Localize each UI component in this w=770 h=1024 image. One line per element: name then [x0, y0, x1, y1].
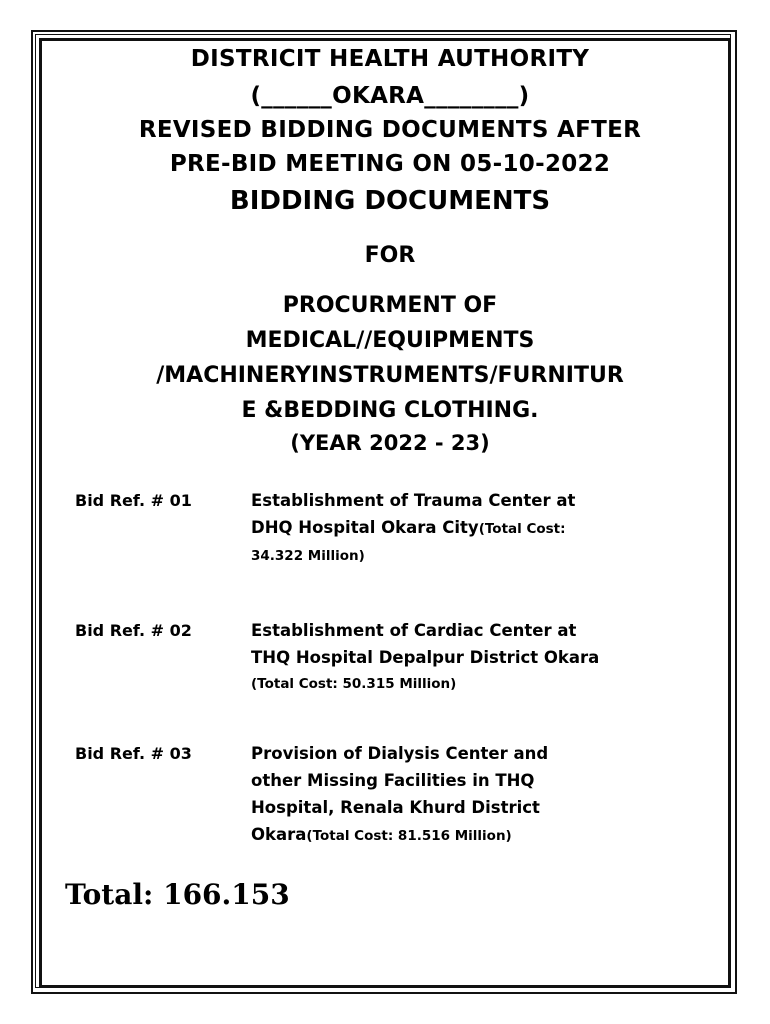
bid-location: THQ Hospital Depalpur District Okara: [251, 648, 600, 667]
procurement-line-2: MEDICAL//EQUIPMENTS: [245, 328, 535, 353]
procurement-line-1: PROCURMENT OF: [282, 293, 498, 318]
district-name: (______OKARA________): [250, 83, 530, 109]
bid-location: DHQ Hospital Okara City: [251, 518, 479, 537]
bid-cost: (Total Cost: 50.315 Million): [251, 676, 457, 692]
bid-description: [251, 487, 691, 570]
bid-description: [251, 617, 691, 698]
bid-cost: (Total Cost: 81.516 Million): [306, 828, 512, 844]
bid-description: [251, 740, 691, 850]
revised-notice: REVISED BIDDING DOCUMENTS AFTER: [138, 117, 642, 143]
bid-ref-label: Bid Ref. # 02: [75, 621, 192, 640]
document-title: BIDDING DOCUMENTS: [229, 186, 551, 216]
bid-desc-line: other Missing Facilities in THQ: [251, 771, 535, 790]
bid-desc-line: Establishment of Trauma Center at: [251, 491, 576, 510]
bid-cost: 34.322 Million): [251, 548, 365, 564]
pre-bid-meeting-date: PRE-BID MEETING ON 05-10-2022: [169, 151, 611, 177]
for-label: FOR: [364, 243, 416, 268]
bid-desc-line: Establishment of Cardiac Center at: [251, 621, 577, 640]
bid-desc-line: Hospital, Renala Khurd District: [251, 798, 540, 817]
bid-location: Okara: [251, 825, 307, 844]
procurement-line-4: E &BEDDING CLOTHING.: [241, 398, 539, 423]
authority-title: DISTRICIT HEALTH AUTHORITY: [190, 46, 590, 72]
bid-cost: (Total Cost:: [478, 521, 566, 537]
fiscal-year: (YEAR 2022 - 23): [290, 431, 490, 455]
bid-ref-label: Bid Ref. # 03: [75, 744, 192, 763]
procurement-line-3: /MACHINERYINSTRUMENTS/FURNITUR: [156, 363, 624, 388]
bid-ref-label: Bid Ref. # 01: [75, 491, 192, 510]
bid-desc-line: Provision of Dialysis Center and: [251, 744, 549, 763]
bid-desc-line: [251, 821, 691, 850]
grand-total: Total: 166.153: [65, 878, 290, 911]
bid-desc-line: [251, 514, 691, 543]
